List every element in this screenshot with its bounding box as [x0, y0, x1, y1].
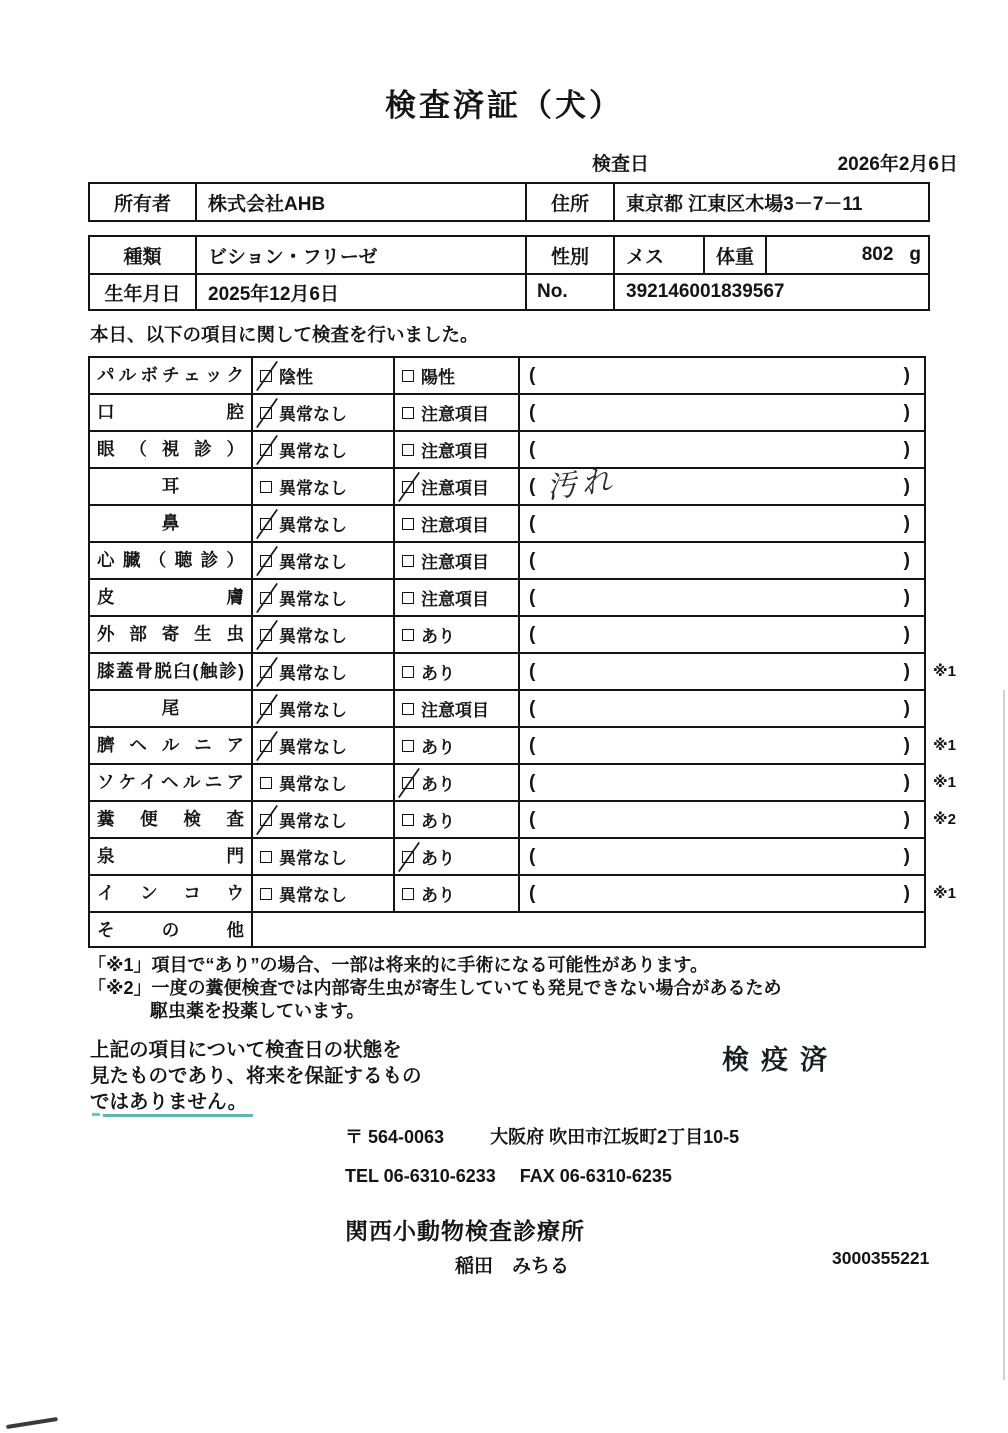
footnote-mark: [926, 911, 971, 948]
handwritten-check-mark: [256, 434, 278, 465]
handwritten-check-mark: [256, 545, 278, 576]
handwritten-check-mark: [398, 841, 420, 872]
option-label: 注意項目: [421, 516, 489, 535]
paren-close: ): [903, 771, 910, 793]
option-label: 注意項目: [421, 479, 489, 498]
clinic-phone-row: [345, 1166, 1008, 1187]
dog-info-table: [88, 235, 930, 311]
checkbox: [260, 407, 272, 419]
option-cell-primary: [251, 504, 393, 541]
paren-open: (: [529, 734, 536, 756]
checkbox: [402, 555, 414, 567]
inspection-date-label: 検査日: [592, 154, 650, 175]
option-cell-primary: [251, 726, 393, 763]
clinic-fax: FAX 06-6310-6235: [519, 1166, 672, 1186]
handwritten-check-mark: [398, 471, 420, 502]
option-cell-primary: [251, 763, 393, 800]
address-label: 住所: [525, 184, 613, 220]
option-cell-primary: [251, 652, 393, 689]
handwritten-check-mark: [256, 508, 278, 539]
option-cell-secondary: [393, 837, 518, 874]
paren-open: (: [529, 808, 536, 830]
option-label: 異常なし: [279, 701, 347, 720]
finding-field: [518, 652, 926, 689]
address-value: 東京都 江東区木場3－7－11: [613, 184, 928, 220]
finding-field: [518, 800, 926, 837]
handwritten-check-mark: [398, 767, 420, 798]
paren-open: (: [529, 845, 536, 867]
footnote-2: 「※2」一度の糞便検査では内部寄生虫が寄生していても発見できない場合があるため: [88, 978, 782, 998]
paren-close: ): [903, 882, 910, 904]
option-cell-secondary: [393, 430, 518, 467]
breed-value: ビション・フリーゼ: [195, 237, 525, 273]
breed-label: 種類: [123, 246, 162, 268]
option-label: 異常なし: [279, 405, 347, 424]
footnote-mark: [926, 615, 971, 652]
handwritten-check-mark: [256, 582, 278, 613]
option-label: 異常なし: [279, 738, 347, 757]
checkbox: [402, 481, 414, 493]
scan-artifact-teal-underline: [103, 1114, 253, 1117]
page-title: 検査済証（犬）: [385, 88, 623, 123]
option-cell-primary: [251, 578, 393, 615]
option-label: 異常なし: [279, 553, 347, 572]
option-cell-secondary: [393, 504, 518, 541]
checkbox: [260, 666, 272, 678]
option-cell-primary: [251, 911, 393, 948]
option-cell-secondary: [393, 615, 518, 652]
checkbox: [260, 370, 272, 382]
inspection-date-value: 2026年2月6日: [837, 154, 958, 175]
option-label: あり: [421, 738, 455, 757]
footnote-mark: ※1: [933, 736, 956, 754]
footnote-mark: ※1: [933, 773, 956, 791]
option-cell-primary: [251, 837, 393, 874]
checkbox: [402, 703, 414, 715]
registration-no-value: 392146001839567: [613, 273, 928, 309]
finding-field: [518, 504, 926, 541]
owner-label: 所有者: [113, 193, 171, 215]
footnote-mark: [926, 467, 971, 504]
option-label: 注意項目: [421, 553, 489, 572]
paren-close: ): [903, 697, 910, 719]
handwritten-check-mark: [256, 656, 278, 687]
exam-item-label: 尾: [88, 689, 251, 726]
paren-open: (: [529, 586, 536, 608]
handwritten-note: 汚れ: [544, 463, 619, 506]
handwritten-check-mark: [256, 730, 278, 761]
exam-item-label: 眼（視診）: [88, 430, 251, 467]
checkbox: [402, 777, 414, 789]
exam-item-label: 皮膚: [88, 578, 251, 615]
option-cell-secondary: [393, 911, 518, 948]
paren-close: ): [903, 438, 910, 460]
option-cell-secondary: [393, 578, 518, 615]
checkbox: [402, 592, 414, 604]
checkbox: [260, 777, 272, 789]
intro-sentence: 本日、以下の項目に関して検査を行いました。: [90, 324, 479, 345]
handwritten-check-mark: [256, 693, 278, 724]
checkbox: [402, 518, 414, 530]
clinic-name: 関西小動物検査診療所: [345, 1218, 585, 1244]
handwritten-check-mark: [256, 804, 278, 835]
checkbox: [402, 407, 414, 419]
disclaimer-line-2: 見たものであり、将来を保証するもの: [90, 1065, 422, 1087]
finding-field: [518, 578, 926, 615]
finding-field: [518, 689, 926, 726]
checkbox: [260, 555, 272, 567]
option-label: 注意項目: [421, 701, 489, 720]
paren-close: ): [903, 364, 910, 386]
footnote-mark: [926, 837, 971, 874]
option-cell-primary: [251, 615, 393, 652]
finding-field: [518, 356, 926, 393]
scan-artifact-teal-dot: [92, 1113, 100, 1116]
handwritten-check-mark: [256, 360, 278, 391]
finding-field: [518, 874, 926, 911]
exam-item-label: 外部寄生虫: [88, 615, 251, 652]
footnote-1: 「※1」項目で“あり”の場合、一部は将来的に手術になる可能性があります。: [88, 955, 709, 975]
footnote-2-continued: 駆虫薬を投薬しています。: [150, 1001, 365, 1021]
option-cell-secondary: [393, 393, 518, 430]
paren-close: ): [903, 401, 910, 423]
checkbox: [260, 703, 272, 715]
exam-item-label: 膝蓋骨脱臼(触診): [88, 652, 251, 689]
option-cell-primary: [251, 541, 393, 578]
checkbox: [260, 444, 272, 456]
exam-item-label: 口腔: [88, 393, 251, 430]
footnote-mark: ※1: [933, 884, 956, 902]
option-cell-secondary: [393, 689, 518, 726]
exam-item-label: 鼻: [88, 504, 251, 541]
option-cell-primary: [251, 430, 393, 467]
option-label: あり: [421, 664, 455, 683]
exam-item-label: 糞便検査: [88, 800, 251, 837]
checkbox: [260, 592, 272, 604]
option-label: 異常なし: [279, 442, 347, 461]
clinic-tel: TEL 06-6310-6233: [345, 1166, 496, 1186]
checkbox: [260, 518, 272, 530]
option-label: あり: [421, 886, 455, 905]
footnote-mark: [926, 689, 971, 726]
paren-close: ): [903, 586, 910, 608]
option-cell-primary: [251, 689, 393, 726]
option-label: あり: [421, 627, 455, 646]
checkbox: [402, 814, 414, 826]
option-label: 異常なし: [279, 590, 347, 609]
paren-close: ): [903, 734, 910, 756]
paren-open: (: [529, 771, 536, 793]
option-label: 異常なし: [279, 886, 347, 905]
certificate-serial-number: 3000355221: [832, 1248, 930, 1268]
option-label: あり: [421, 849, 455, 868]
option-cell-secondary: [393, 874, 518, 911]
paren-open: (: [529, 882, 536, 904]
paren-open: (: [529, 512, 536, 534]
owner-table: [88, 182, 930, 222]
option-cell-secondary: [393, 726, 518, 763]
sex-label: 性別: [525, 237, 613, 273]
option-label: 異常なし: [279, 627, 347, 646]
finding-field: [518, 615, 926, 652]
footnote-mark: [926, 541, 971, 578]
finding-field: [518, 541, 926, 578]
checkbox: [260, 740, 272, 752]
option-label: あり: [421, 812, 455, 831]
option-label: 陰性: [279, 368, 313, 387]
paren-close: ): [903, 808, 910, 830]
paren-open: (: [529, 438, 536, 460]
checkbox: [260, 629, 272, 641]
disclaimer-line-3: ではありません。: [90, 1091, 248, 1113]
checkbox: [402, 888, 414, 900]
option-label: 注意項目: [421, 405, 489, 424]
clinic-address-row: [345, 1123, 1008, 1149]
paren-open: (: [529, 401, 536, 423]
checkbox: [402, 629, 414, 641]
option-cell-primary: [251, 874, 393, 911]
paren-close: ): [903, 660, 910, 682]
option-cell-primary: [251, 800, 393, 837]
paren-open: (: [529, 660, 536, 682]
exam-item-label: 臍ヘルニア: [88, 726, 251, 763]
weight-unit: g: [909, 244, 921, 265]
checkbox: [260, 851, 272, 863]
exam-item-label: 耳: [88, 467, 251, 504]
option-cell-primary: [251, 356, 393, 393]
paren-close: ): [903, 845, 910, 867]
footnote-mark: [926, 356, 971, 393]
option-label: 異常なし: [279, 849, 347, 868]
finding-field: [518, 463, 926, 506]
option-label: 異常なし: [279, 812, 347, 831]
checkbox: [402, 666, 414, 678]
weight-value: 802: [861, 244, 894, 265]
paren-close: ): [903, 475, 910, 497]
quarantine-passed-stamp: 検疫済: [722, 1045, 839, 1075]
footnote-mark: [926, 578, 971, 615]
option-cell-primary: [251, 467, 393, 504]
scan-edge-artifact: [1003, 690, 1005, 1380]
option-cell-secondary: [393, 356, 518, 393]
option-cell-primary: [251, 393, 393, 430]
finding-field: [518, 763, 926, 800]
paren-open: (: [529, 697, 536, 719]
option-label: 異常なし: [279, 516, 347, 535]
checkbox: [402, 740, 414, 752]
exam-item-label: 心臓（聴診）: [88, 541, 251, 578]
option-label: 注意項目: [421, 442, 489, 461]
checkbox: [402, 370, 414, 382]
option-label: 注意項目: [421, 590, 489, 609]
exam-table: [88, 356, 1008, 948]
paren-open: (: [529, 549, 536, 571]
checkbox: [402, 444, 414, 456]
weight-value-cell: [765, 237, 928, 273]
paren-open: (: [529, 364, 536, 386]
paren-close: ): [903, 549, 910, 571]
inspection-date-row: [592, 149, 958, 176]
weight-label: 体重: [703, 237, 765, 273]
exam-item-label: その他: [88, 911, 251, 948]
footnote-mark: [926, 504, 971, 541]
handwritten-check-mark: [256, 397, 278, 428]
footnote-mark: ※2: [933, 810, 956, 828]
finding-field: [518, 837, 926, 874]
scan-corner-artifact: [6, 1417, 58, 1429]
option-label: あり: [421, 775, 455, 794]
veterinarian-name: 稲田 みちる: [455, 1256, 570, 1277]
exam-item-label: パルボチェック: [88, 356, 251, 393]
exam-item-label: インコウ: [88, 874, 251, 911]
birthdate-label: 生年月日: [90, 273, 195, 309]
checkbox: [260, 888, 272, 900]
paren-close: ): [903, 623, 910, 645]
disclaimer-statement: [90, 1037, 480, 1115]
handwritten-check-mark: [256, 619, 278, 650]
exam-item-label: ソケイヘルニア: [88, 763, 251, 800]
paren-open: (: [529, 475, 536, 497]
footnote-mark: ※1: [933, 662, 956, 680]
option-label: 異常なし: [279, 775, 347, 794]
clinic-postal-code: 〒 564-0063: [345, 1127, 445, 1147]
clinic-address: 大阪府 吹田市江坂町2丁目10-5: [490, 1127, 740, 1147]
footnote-mark: [926, 393, 971, 430]
option-cell-secondary: [393, 800, 518, 837]
exam-item-label: 泉門: [88, 837, 251, 874]
disclaimer-line-1: 上記の項目について検査日の状態を: [90, 1039, 402, 1061]
sex-value: メス: [613, 237, 703, 273]
option-cell-secondary: [393, 652, 518, 689]
option-label: 陽性: [421, 368, 455, 387]
footnotes: [88, 954, 1008, 1023]
paren-open: (: [529, 623, 536, 645]
finding-field: [518, 726, 926, 763]
registration-no-label: No.: [525, 273, 613, 309]
finding-field: [518, 393, 926, 430]
birthdate-value: 2025年12月6日: [195, 273, 525, 309]
owner-value: 株式会社AHB: [195, 184, 525, 220]
checkbox: [260, 814, 272, 826]
option-label: 異常なし: [279, 664, 347, 683]
footnote-mark: [926, 430, 971, 467]
finding-field: [518, 911, 926, 948]
option-label: 異常なし: [279, 479, 347, 498]
checkbox: [402, 851, 414, 863]
option-cell-secondary: [393, 763, 518, 800]
option-cell-secondary: [393, 467, 518, 504]
paren-close: ): [903, 512, 910, 534]
checkbox: [260, 481, 272, 493]
option-cell-secondary: [393, 541, 518, 578]
